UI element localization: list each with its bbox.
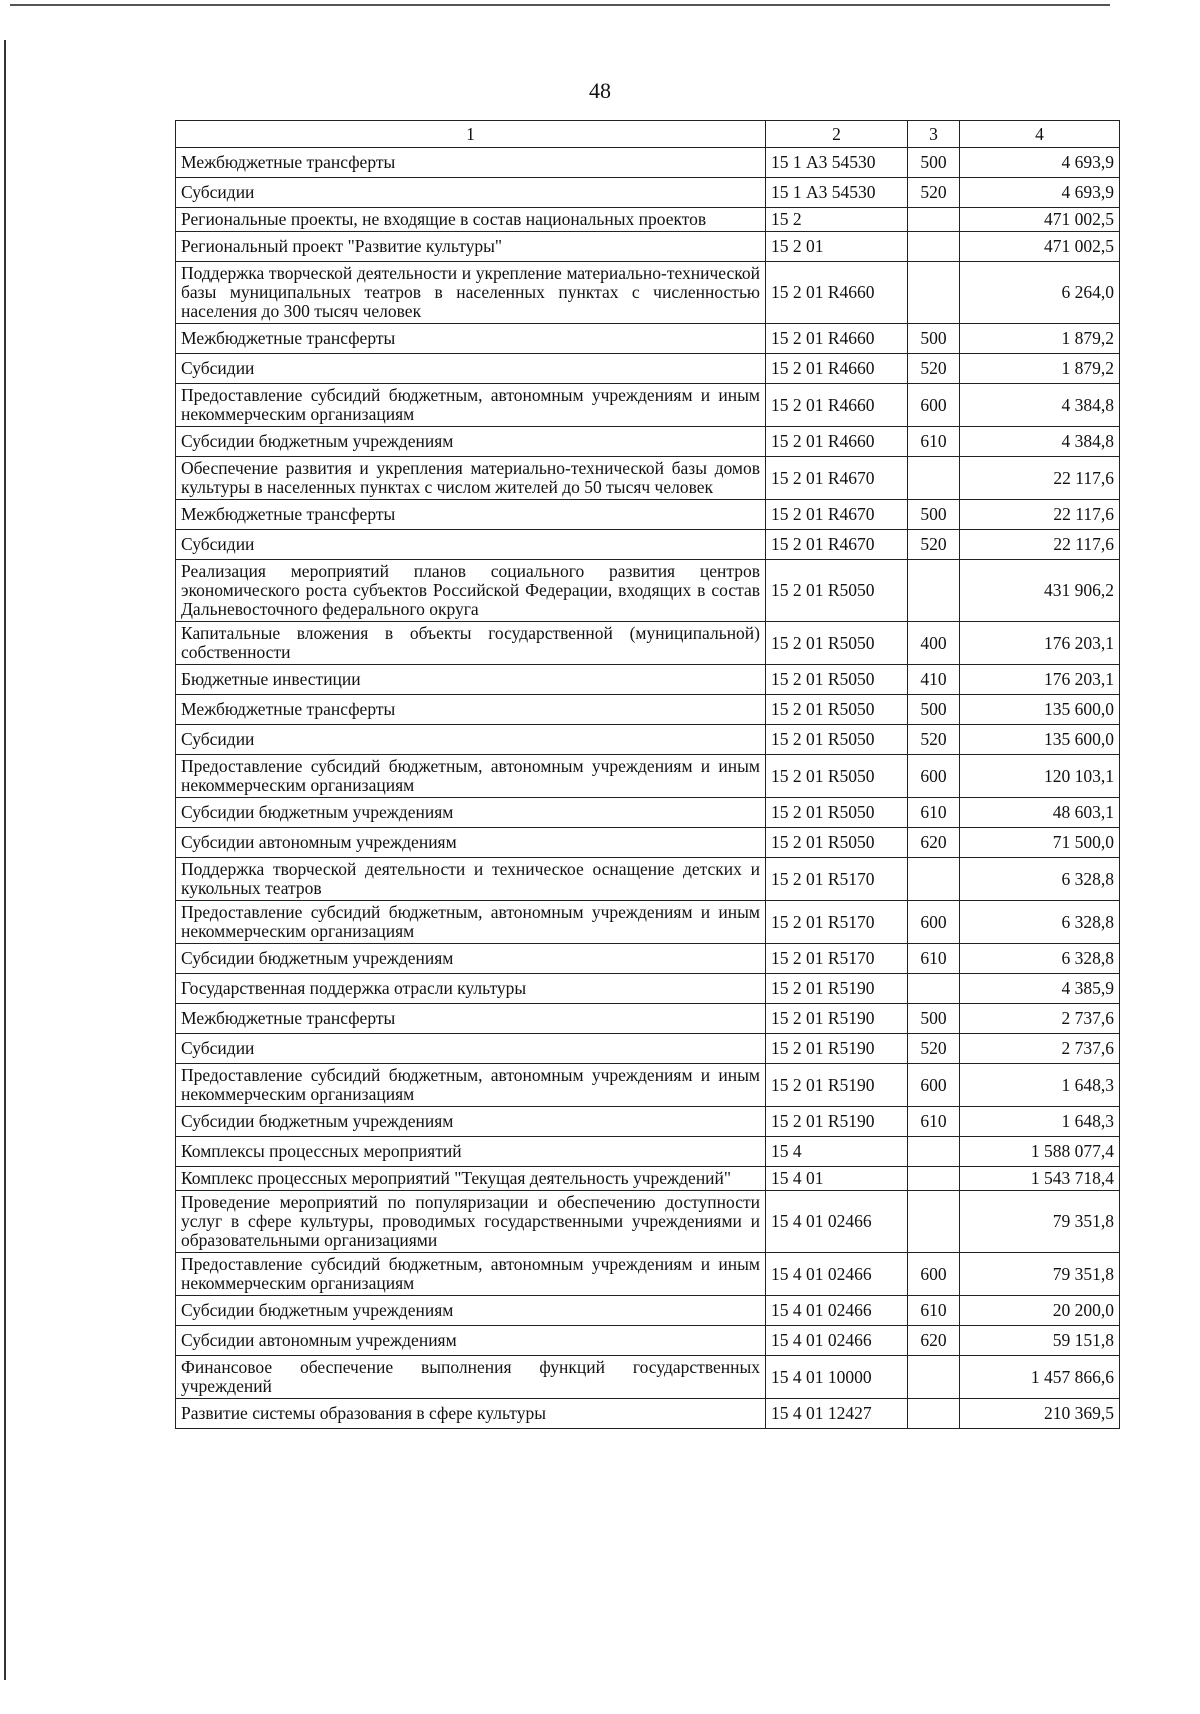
row-code-cell: 15 2 01	[766, 232, 908, 262]
row-name-cell: Государственная поддержка отрасли культуры	[176, 974, 766, 1004]
row-amount-cell: 176 203,1	[960, 622, 1120, 665]
row-name-cell: Комплексы процессных мероприятий	[176, 1137, 766, 1167]
row-type-cell: 610	[908, 1296, 960, 1326]
row-amount-cell: 2 737,6	[960, 1004, 1120, 1034]
row-code-cell: 15 2 01 R4670	[766, 500, 908, 530]
row-amount-cell: 120 103,1	[960, 755, 1120, 798]
row-name-cell: Межбюджетные трансферты	[176, 695, 766, 725]
table-row	[176, 1326, 1120, 1356]
row-type-cell: 610	[908, 427, 960, 457]
row-code-cell: 15 2 01 R4660	[766, 384, 908, 427]
row-code-cell: 15 2 01 R4670	[766, 457, 908, 500]
row-amount-cell: 6 328,8	[960, 944, 1120, 974]
table-row	[176, 324, 1120, 354]
header-col-2: 2	[766, 121, 908, 148]
row-name-cell: Субсидии бюджетным учреждениям	[176, 1107, 766, 1137]
row-type-cell	[908, 1191, 960, 1253]
page-number: 48	[589, 78, 611, 103]
row-code-cell: 15 2 01 R5190	[766, 974, 908, 1004]
row-name-cell: Субсидии	[176, 530, 766, 560]
row-code-cell: 15 2	[766, 208, 908, 232]
table-row	[176, 1191, 1120, 1253]
row-amount-cell: 210 369,5	[960, 1399, 1120, 1429]
row-amount-cell: 431 906,2	[960, 560, 1120, 622]
table-row	[176, 148, 1120, 178]
row-type-cell	[908, 1356, 960, 1399]
table-row	[176, 1356, 1120, 1399]
row-amount-cell: 1 879,2	[960, 324, 1120, 354]
row-code-cell: 15 4 01 12427	[766, 1399, 908, 1429]
row-type-cell: 610	[908, 1107, 960, 1137]
row-name-cell: Финансовое обеспечение выполнения функций государственных учреждений	[176, 1356, 766, 1399]
row-name-cell: Субсидии	[176, 1034, 766, 1064]
row-type-cell: 610	[908, 944, 960, 974]
row-amount-cell: 59 151,8	[960, 1326, 1120, 1356]
row-name-cell: Субсидии бюджетным учреждениям	[176, 944, 766, 974]
table-row	[176, 457, 1120, 500]
row-type-cell	[908, 208, 960, 232]
row-amount-cell: 71 500,0	[960, 828, 1120, 858]
budget-table	[175, 120, 1120, 1429]
row-type-cell: 400	[908, 622, 960, 665]
row-type-cell	[908, 262, 960, 324]
row-code-cell: 15 2 01 R5050	[766, 755, 908, 798]
row-code-cell: 15 1 А3 54530	[766, 178, 908, 208]
row-type-cell	[908, 232, 960, 262]
row-code-cell: 15 2 01 R4660	[766, 354, 908, 384]
row-name-cell: Субсидии автономным учреждениям	[176, 828, 766, 858]
table-row	[176, 500, 1120, 530]
table-row	[176, 178, 1120, 208]
row-type-cell: 520	[908, 354, 960, 384]
row-type-cell: 500	[908, 324, 960, 354]
row-type-cell: 620	[908, 1326, 960, 1356]
row-code-cell: 15 2 01 R5050	[766, 798, 908, 828]
row-amount-cell: 4 384,8	[960, 427, 1120, 457]
table-row	[176, 1296, 1120, 1326]
row-type-cell	[908, 974, 960, 1004]
table-row	[176, 901, 1120, 944]
row-code-cell: 15 4 01 02466	[766, 1296, 908, 1326]
row-name-cell: Обеспечение развития и укрепления материально-технической базы домов культуры в населенных пунктах с числом жителей до 50 тысяч человек	[176, 457, 766, 500]
row-name-cell: Предоставление субсидий бюджетным, автономным учреждениям и иным некоммерческим организациям	[176, 901, 766, 944]
table-row	[176, 944, 1120, 974]
row-amount-cell: 2 737,6	[960, 1034, 1120, 1064]
row-amount-cell: 4 385,9	[960, 974, 1120, 1004]
row-code-cell: 15 2 01 R5050	[766, 665, 908, 695]
header-col-1: 1	[176, 121, 766, 148]
row-code-cell: 15 1 А3 54530	[766, 148, 908, 178]
row-code-cell: 15 2 01 R5190	[766, 1004, 908, 1034]
table-row	[176, 1107, 1120, 1137]
row-type-cell: 500	[908, 695, 960, 725]
row-amount-cell: 1 457 866,6	[960, 1356, 1120, 1399]
row-type-cell: 500	[908, 148, 960, 178]
row-code-cell: 15 2 01 R5170	[766, 858, 908, 901]
row-type-cell: 600	[908, 755, 960, 798]
row-amount-cell: 471 002,5	[960, 232, 1120, 262]
row-code-cell: 15 2 01 R4660	[766, 262, 908, 324]
table-row	[176, 1167, 1120, 1191]
row-amount-cell: 1 648,3	[960, 1107, 1120, 1137]
header-col-3: 3	[908, 121, 960, 148]
row-code-cell: 15 2 01 R5190	[766, 1064, 908, 1107]
row-name-cell: Проведение мероприятий по популяризации и обеспечению доступности услуг в сфере культуры, проводимых государственными учреждениями и образовательными организациями	[176, 1191, 766, 1253]
table-row	[176, 208, 1120, 232]
row-name-cell: Субсидии бюджетным учреждениям	[176, 1296, 766, 1326]
row-amount-cell: 6 264,0	[960, 262, 1120, 324]
scan-edge-left	[4, 40, 6, 1680]
row-amount-cell: 135 600,0	[960, 725, 1120, 755]
table-row	[176, 1137, 1120, 1167]
table-row	[176, 560, 1120, 622]
row-code-cell: 15 2 01 R5050	[766, 695, 908, 725]
row-name-cell: Межбюджетные трансферты	[176, 324, 766, 354]
row-type-cell: 520	[908, 530, 960, 560]
row-name-cell: Поддержка творческой деятельности и укрепление материально-технической базы муниципальных театров в населенных пунктах с численностью населения до 300 тысяч человек	[176, 262, 766, 324]
row-name-cell: Субсидии	[176, 354, 766, 384]
row-amount-cell: 4 693,9	[960, 148, 1120, 178]
table-row	[176, 725, 1120, 755]
row-type-cell: 600	[908, 1064, 960, 1107]
row-type-cell	[908, 457, 960, 500]
row-type-cell: 520	[908, 178, 960, 208]
row-type-cell: 520	[908, 725, 960, 755]
row-amount-cell: 22 117,6	[960, 530, 1120, 560]
header-col-4: 4	[960, 121, 1120, 148]
table-row	[176, 974, 1120, 1004]
table-row	[176, 1253, 1120, 1296]
row-amount-cell: 1 879,2	[960, 354, 1120, 384]
row-name-cell: Развитие системы образования в сфере культуры	[176, 1399, 766, 1429]
scan-edge-top	[10, 4, 1110, 6]
row-type-cell: 610	[908, 798, 960, 828]
table-header-row	[176, 121, 1120, 148]
table-row	[176, 858, 1120, 901]
row-name-cell: Предоставление субсидий бюджетным, автономным учреждениям и иным некоммерческим организациям	[176, 1064, 766, 1107]
row-amount-cell: 79 351,8	[960, 1253, 1120, 1296]
row-amount-cell: 22 117,6	[960, 457, 1120, 500]
row-amount-cell: 4 693,9	[960, 178, 1120, 208]
row-code-cell: 15 2 01 R5170	[766, 901, 908, 944]
row-name-cell: Реализация мероприятий планов социального развития центров экономического роста субъектов Российской Федерации, входящих в состав Дальневосточного федерального округа	[176, 560, 766, 622]
row-code-cell: 15 4	[766, 1137, 908, 1167]
row-amount-cell: 176 203,1	[960, 665, 1120, 695]
row-type-cell: 600	[908, 1253, 960, 1296]
row-code-cell: 15 2 01 R4670	[766, 530, 908, 560]
row-code-cell: 15 2 01 R5050	[766, 560, 908, 622]
row-amount-cell: 48 603,1	[960, 798, 1120, 828]
row-name-cell: Субсидии бюджетным учреждениям	[176, 427, 766, 457]
row-name-cell: Предоставление субсидий бюджетным, автономным учреждениям и иным некоммерческим организациям	[176, 384, 766, 427]
row-code-cell: 15 4 01 02466	[766, 1326, 908, 1356]
row-amount-cell: 135 600,0	[960, 695, 1120, 725]
row-name-cell: Субсидии бюджетным учреждениям	[176, 798, 766, 828]
row-code-cell: 15 4 01 02466	[766, 1253, 908, 1296]
row-type-cell: 600	[908, 384, 960, 427]
table-row	[176, 828, 1120, 858]
row-name-cell: Субсидии автономным учреждениям	[176, 1326, 766, 1356]
row-amount-cell: 22 117,6	[960, 500, 1120, 530]
row-name-cell: Субсидии	[176, 178, 766, 208]
row-code-cell: 15 2 01 R5190	[766, 1107, 908, 1137]
row-amount-cell: 4 384,8	[960, 384, 1120, 427]
row-name-cell: Межбюджетные трансферты	[176, 1004, 766, 1034]
table-row	[176, 1004, 1120, 1034]
row-name-cell: Поддержка творческой деятельности и техническое оснащение детских и кукольных театров	[176, 858, 766, 901]
table-row	[176, 1034, 1120, 1064]
row-type-cell	[908, 1167, 960, 1191]
row-code-cell: 15 2 01 R5050	[766, 725, 908, 755]
table-row	[176, 665, 1120, 695]
table-row	[176, 622, 1120, 665]
table-row	[176, 1064, 1120, 1107]
row-name-cell: Межбюджетные трансферты	[176, 148, 766, 178]
row-name-cell: Предоставление субсидий бюджетным, автономным учреждениям и иным некоммерческим организациям	[176, 755, 766, 798]
table-row	[176, 232, 1120, 262]
row-amount-cell: 79 351,8	[960, 1191, 1120, 1253]
table-row	[176, 262, 1120, 324]
table-row	[176, 427, 1120, 457]
table-row	[176, 530, 1120, 560]
row-code-cell: 15 4 01 02466	[766, 1191, 908, 1253]
row-code-cell: 15 2 01 R5050	[766, 828, 908, 858]
row-code-cell: 15 2 01 R5050	[766, 622, 908, 665]
row-type-cell: 520	[908, 1034, 960, 1064]
row-type-cell	[908, 1399, 960, 1429]
row-code-cell: 15 2 01 R4660	[766, 427, 908, 457]
table-row	[176, 354, 1120, 384]
row-type-cell: 410	[908, 665, 960, 695]
row-code-cell: 15 2 01 R5170	[766, 944, 908, 974]
row-type-cell: 600	[908, 901, 960, 944]
row-type-cell: 500	[908, 500, 960, 530]
row-name-cell: Предоставление субсидий бюджетным, автономным учреждениям и иным некоммерческим организациям	[176, 1253, 766, 1296]
row-amount-cell: 1 648,3	[960, 1064, 1120, 1107]
row-amount-cell: 20 200,0	[960, 1296, 1120, 1326]
row-amount-cell: 471 002,5	[960, 208, 1120, 232]
row-name-cell: Субсидии	[176, 725, 766, 755]
row-name-cell: Региональные проекты, не входящие в состав национальных проектов	[176, 208, 766, 232]
row-type-cell: 500	[908, 1004, 960, 1034]
row-type-cell	[908, 1137, 960, 1167]
row-code-cell: 15 2 01 R4660	[766, 324, 908, 354]
row-name-cell: Комплекс процессных мероприятий "Текущая деятельность учреждений"	[176, 1167, 766, 1191]
row-amount-cell: 1 543 718,4	[960, 1167, 1120, 1191]
row-code-cell: 15 4 01 10000	[766, 1356, 908, 1399]
table-row	[176, 755, 1120, 798]
table-row	[176, 384, 1120, 427]
table-row	[176, 1399, 1120, 1429]
row-type-cell	[908, 560, 960, 622]
row-amount-cell: 1 588 077,4	[960, 1137, 1120, 1167]
table-body	[176, 148, 1120, 1429]
row-type-cell	[908, 858, 960, 901]
row-name-cell: Межбюджетные трансферты	[176, 500, 766, 530]
row-name-cell: Капитальные вложения в объекты государственной (муниципальной) собственности	[176, 622, 766, 665]
table-row	[176, 798, 1120, 828]
row-amount-cell: 6 328,8	[960, 858, 1120, 901]
table-row	[176, 695, 1120, 725]
row-name-cell: Бюджетные инвестиции	[176, 665, 766, 695]
row-code-cell: 15 4 01	[766, 1167, 908, 1191]
row-amount-cell: 6 328,8	[960, 901, 1120, 944]
row-type-cell: 620	[908, 828, 960, 858]
row-name-cell: Региональный проект "Развитие культуры"	[176, 232, 766, 262]
row-code-cell: 15 2 01 R5190	[766, 1034, 908, 1064]
